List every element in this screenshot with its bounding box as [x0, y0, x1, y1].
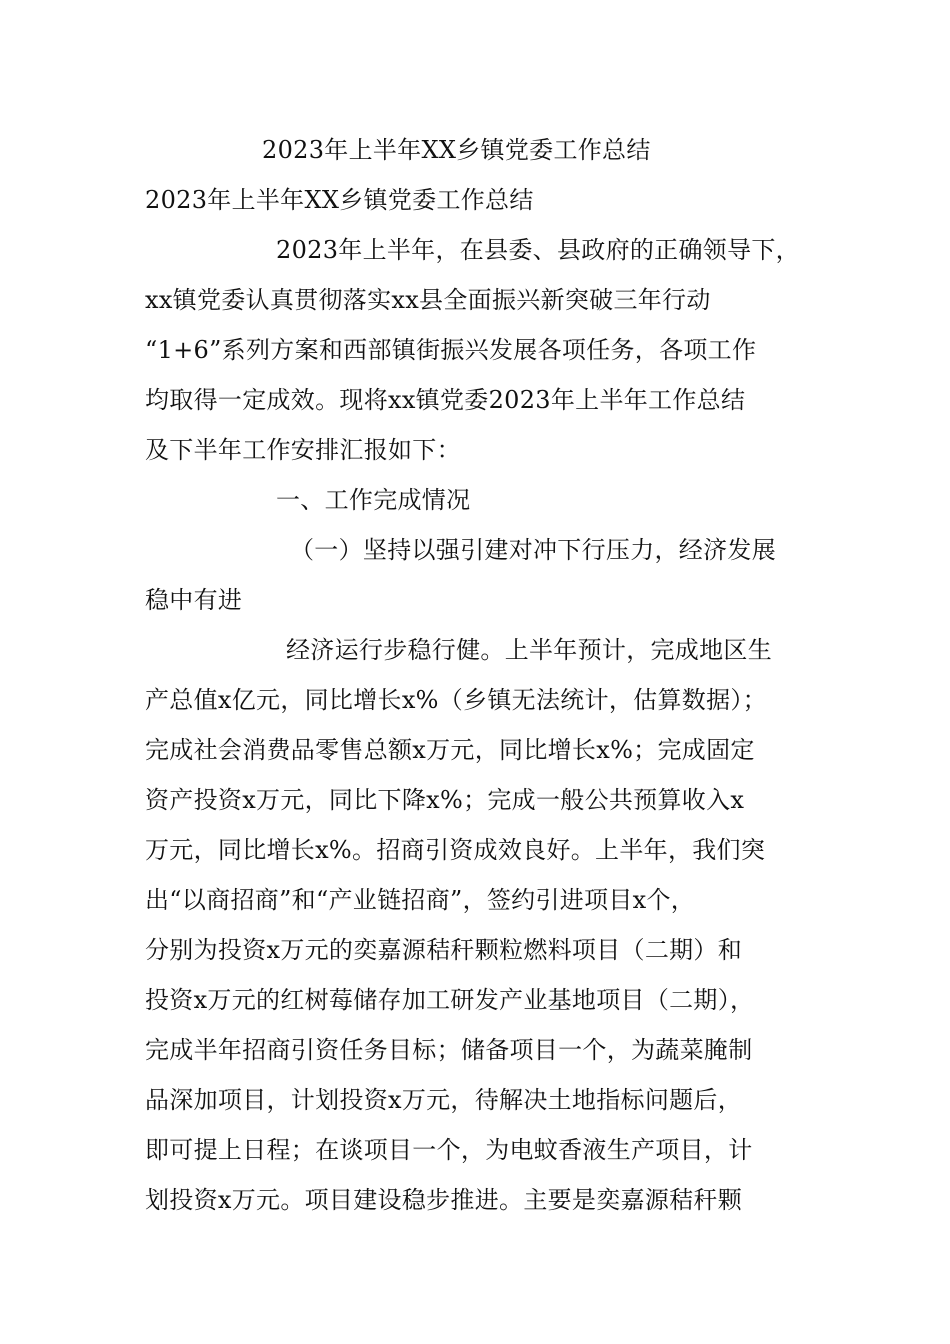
paragraph-line: 产总值x亿元，同比增长x%（乡镇无法统计，估算数据）； — [145, 686, 767, 714]
paragraph-line: “1+6”系列方案和西部镇街振兴发展各项任务，各项工作 — [145, 336, 757, 364]
paragraph-line: 经济运行步稳行健。上半年预计，完成地区生 — [286, 636, 772, 664]
paragraph-line: 品深加项目，计划投资x万元，待解决土地指标问题后， — [145, 1086, 743, 1114]
paragraph-line: 划投资x万元。项目建设稳步推进。主要是奕嘉源秸秆颗 — [145, 1186, 743, 1214]
paragraph-line: 及下半年工作安排汇报如下： — [145, 436, 461, 464]
subsection-heading-continued: 稳中有进 — [145, 586, 243, 614]
paragraph-line: 完成半年招商引资任务目标；储备项目一个，为蔬菜腌制 — [145, 1036, 753, 1064]
paragraph-line: xx镇党委认真贯彻落实xx县全面振兴新突破三年行动 — [145, 286, 711, 314]
paragraph-line: 均取得一定成效。现将xx镇党委2023年上半年工作总结 — [145, 386, 746, 414]
subsection-heading: （一）坚持以强引建对冲下行压力，经济发展 — [290, 536, 776, 564]
paragraph-line: 即可提上日程；在谈项目一个，为电蚊香液生产项目，计 — [145, 1136, 753, 1164]
section-heading: 一、工作完成情况 — [276, 486, 471, 514]
document-title: 2023年上半年XX乡镇党委工作总结 — [262, 136, 651, 164]
paragraph-line: 出“以商招商”和“产业链招商”，签约引进项目x个， — [145, 886, 696, 914]
paragraph-line: 万元，同比增长x%。招商引资成效良好。上半年，我们突 — [145, 836, 766, 864]
paragraph-line: 完成社会消费品零售总额x万元，同比增长x%；完成固定 — [145, 736, 755, 764]
paragraph-line: 投资x万元的红树莓储存加工研发产业基地项目（二期）， — [145, 986, 755, 1014]
paragraph-line: 资产投资x万元，同比下降x%；完成一般公共预算收入x — [145, 786, 745, 814]
paragraph-line: 分别为投资x万元的奕嘉源秸秆颗粒燃料项目（二期）和 — [145, 936, 743, 964]
paragraph-line: 2023年上半年，在县委、县政府的正确领导下， — [276, 236, 800, 264]
document-subtitle: 2023年上半年XX乡镇党委工作总结 — [145, 186, 534, 214]
